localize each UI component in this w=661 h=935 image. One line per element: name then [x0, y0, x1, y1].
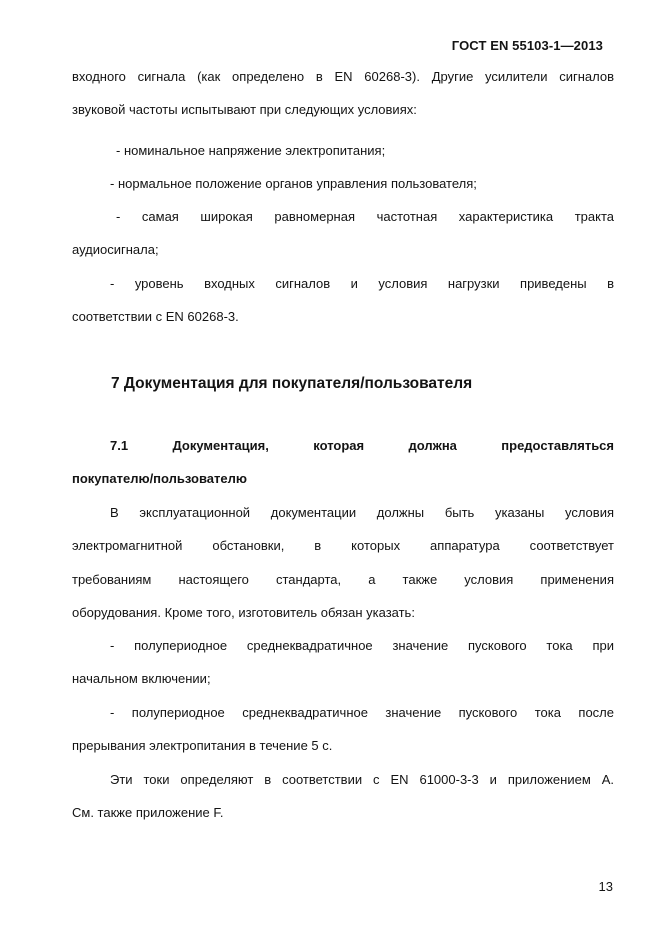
text-line: соответствии с EN 60268-3. [72, 309, 239, 324]
page-number: 13 [598, 879, 613, 894]
section-title: 7 Документация для покупателя/пользователя [111, 375, 473, 392]
subsection-title: 7.1 Документация, которая должна предоставляться [110, 438, 614, 453]
text-line: звуковой частоты испытывают при следующих условиях: [72, 102, 417, 117]
text-line: входного сигнала (как определено в EN 60268-3). Другие усилители сигналов [72, 69, 614, 84]
document-header: ГОСТ EN 55103-1—2013 [451, 38, 603, 53]
text-line: аудиосигнала; [72, 242, 159, 257]
list-item: - уровень входных сигналов и условия нагрузки приведены в [110, 276, 614, 291]
paragraph-line: оборудования. Кроме того, изготовитель обязан указать: [72, 605, 415, 620]
paragraph-line: Эти токи определяют в соответствии с EN 61000-3-3 и приложением А. [110, 772, 614, 787]
paragraph-line: электромагнитной обстановки, в которых аппаратура соответствует [72, 538, 614, 553]
text-line: прерывания электропитания в течение 5 с. [72, 738, 333, 753]
list-item: - номинальное напряжение электропитания; [116, 143, 386, 158]
text-line: начальном включении; [72, 671, 211, 686]
paragraph-line: В эксплуатационной документации должны быть указаны условия [110, 505, 614, 520]
paragraph-line: требованиям настоящего стандарта, а также условия применения [72, 572, 614, 587]
list-item: - полупериодное среднеквадратичное значение пускового тока при [110, 638, 614, 653]
subsection-title-cont: покупателю/пользователю [72, 471, 247, 486]
list-item: - полупериодное среднеквадратичное значение пускового тока после [110, 705, 614, 720]
list-item: - самая широкая равномерная частотная характеристика тракта [116, 209, 614, 224]
paragraph-line: См. также приложение F. [72, 805, 224, 820]
list-item: - нормальное положение органов управления пользователя; [110, 176, 477, 191]
